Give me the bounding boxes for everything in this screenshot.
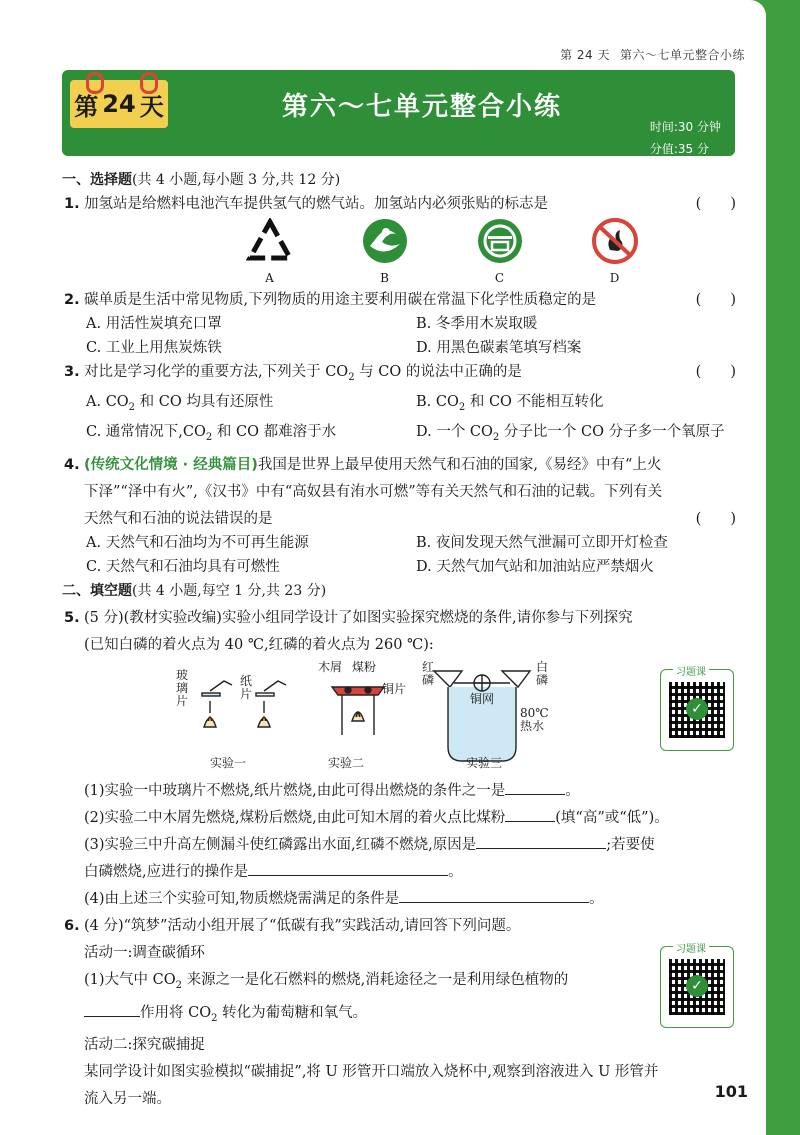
section-title: 一、选择题(共 4 小题,每小题 3 分,共 12 分): [62, 172, 341, 188]
sign-options: [212, 218, 742, 288]
day-tag-post: 天: [139, 92, 164, 121]
qr-label: 习题课: [673, 661, 709, 685]
options-q2: [62, 312, 742, 360]
option-c: C. 工业上用焦炭炼铁: [86, 340, 222, 356]
experiment-figure: [62, 661, 742, 773]
question-number: 4.: [64, 456, 80, 473]
check-icon: ✓: [686, 975, 708, 997]
sign-option-b: B: [327, 218, 442, 288]
options-q3: [62, 390, 742, 450]
page-number: 101: [714, 1082, 748, 1101]
q6-part-1: (1)大气中 $CO_2$ 来源之一是化石燃料的燃烧,消耗途径之一是利用绿色植物的: [84, 971, 569, 991]
label-exp2: 实验二: [328, 755, 365, 770]
title-banner: [62, 70, 735, 156]
section-note: (共 4 小题,每空 1 分,共 23 分): [132, 582, 327, 599]
question-2: [62, 288, 742, 312]
q5-part-3-cont: 白磷燃烧,应进行的操作是 。: [62, 860, 742, 884]
option-d: D. 一个 $CO_2$ 分子比一个 CO 分子多一个氧原子: [416, 423, 725, 443]
label-white-phosphorus: 白磷: [536, 659, 549, 687]
question-3: 3. 对比是学习化学的重要方法,下列关于 $CO_2$ 与 CO 的说法中正确的是 ( ): [62, 360, 742, 390]
answer-blank[interactable]: [505, 807, 555, 822]
recycle-icon: [245, 218, 295, 266]
answer-blank[interactable]: [476, 834, 606, 849]
question-number: 1.: [64, 196, 80, 212]
context-tag: (传统文化情境 · 经典篇目): [84, 456, 258, 473]
activity-1: 活动一:调查碳循环: [84, 944, 205, 961]
options-q4: [62, 531, 742, 579]
worksheet-content: 一、选择题(共 4 小题,每小题 3 分,共 12 分) 1. 加氢站是给燃料电池汽车提供氢气的燃气站。加氢站内必须张贴的标志是 ( ) A B C D 2. 碳单质是生活中常见物质,下列物质的用途主要利用碳在常温下化学性质稳定的是 ( ) A. 用活性炭填充口罩 B. 冬季用木炭取暖 C. 工业上用焦炭炼铁 D. 用黑色碳素笔填写档案 3. 对比是学习化学的重要方法,下列关于 $CO_2$ 与 CO 的说法中正确的是 ( ) A. $CO_2$ 和 CO 均具有还原性 B. $CO_2$ 和 CO 不能相互转化 C. 通常情况下$,CO_2$ 和 CO 都难溶于水 D. 一个 $CO_2$ 分子比一个 CO 分子多一个氧原子 4. (传统文化情境 · 经典篇目)我国是世界上最早使用天然气和石油的国家,《易经》中有“上火 下泽”“泽中有火”,《汉书》中有“高奴县有洧水可燃”等有关天然气和石油的记载。下列有关 天然气和石油的说法错误的是 ( ) A. 天然气和石油均为不可再生能源 B. 夜间发现天然气泄漏可立即开灯检查 C. 天然气和石油均具有可燃性 D. 天然气加气站和加油站应严禁烟火 二、填空题(共 4 小题,每空 1 分,共 23 分) 5. (5 分)(教材实验改编)实验小组同学设计了如图实验探究燃烧的条件,请你参与下列探究 (已知白磷的着火点为 40 ℃,红磷的着火点为 260 ℃): 玻璃片 纸片 木屑 煤粉 铜片 红磷 铜网 白磷 80℃热水 实验一 实验二 实验三 习题课 ✓ (1)实验一中玻璃片不燃烧,纸片燃烧,由此可得出燃烧的条件之一是 。 (2)实验二中木屑先燃烧,煤粉后燃烧,由此可知木屑的着火点比煤粉 (填“高”或“低”)。 (3)实验三中升高左侧漏斗使红磷露出水面,红磷不燃烧,原因是 ;若要使 白磷燃烧,应进行的操作是 。 (4)由上述三个实验可知,物质燃烧需满足的条件是 。 6. (4 分)“筑梦”活动小组开展了“低碳有我”实践活动,请回答下列问题。 活动一:调查碳循环 (1)大气中 $CO_2$ 来源之一是化石燃料的燃烧,消耗途径之一是利用绿色植物的 作用将 $CO_2$ 转化为葡萄糖和氧气。 习题课 ✓ 活动二:探究碳捕捉 某同学设计如图实验模拟“碳捕捉”,将 U 形管开口端放入烧杯中,观察到溶液进入 U 形管并 流入另一端。: [62, 168, 742, 1111]
header-unit: 第六～七单元整合小练: [619, 48, 745, 62]
activity-2: 活动二:探究碳捕捉: [84, 1037, 205, 1054]
green-food-icon: [360, 218, 410, 266]
option-b: B. $CO_2$ 和 CO 不能相互转化: [416, 393, 604, 413]
header-day: 第 24 天: [560, 48, 610, 62]
banner-meta: [650, 116, 721, 160]
option-a: A. 用活性炭填充口罩: [86, 316, 222, 332]
option-d: D. 用黑色碳素笔填写档案: [416, 340, 582, 356]
option-a: A. 天然气和石油均为不可再生能源: [86, 534, 309, 551]
answer-blank[interactable]: [248, 861, 448, 876]
option-b: B. 夜间发现天然气泄漏可立即开灯检查: [416, 534, 668, 551]
question-number: 5.: [64, 609, 80, 626]
day-tag: [70, 80, 168, 128]
water-saving-icon: [475, 218, 525, 266]
q5-part-1: (1)实验一中玻璃片不燃烧,纸片燃烧,由此可得出燃烧的条件之一是 。: [62, 779, 742, 803]
label-coal: 煤粉: [352, 659, 377, 674]
ring-icon: [86, 72, 104, 94]
day-tag-pre: 第: [74, 92, 99, 121]
qr-code[interactable]: [660, 666, 734, 751]
question-text: 碳单质是生活中常见物质,下列物质的用途主要利用碳在常温下化学性质稳定的是: [84, 292, 597, 308]
label-sawdust: 木屑: [318, 659, 343, 674]
label-exp1: 实验一: [210, 755, 247, 770]
question-4: 4. (传统文化情境 · 经典篇目)我国是世界上最早使用天然气和石油的国家,《易经》中有“上火: [62, 453, 742, 477]
question-number: 3.: [64, 364, 80, 380]
check-icon: ✓: [686, 698, 708, 720]
answer-paren: ( ): [695, 292, 736, 308]
option-a: A. $CO_2$ 和 CO 均具有还原性: [86, 393, 274, 413]
option-c: C. 通常情况下$,CO_2$ 和 CO 都难溶于水: [86, 423, 337, 443]
sign-option-d: D: [557, 218, 672, 288]
option-d: D. 天然气加气站和加油站应严禁烟火: [416, 558, 654, 575]
time-limit: 时间:30 分钟: [649, 120, 721, 134]
ring-icon: [140, 72, 158, 94]
option-b: B. 冬季用木炭取暖: [416, 316, 538, 332]
sign-option-a: A: [212, 218, 327, 288]
page-title: 第六～七单元整合小练: [282, 92, 563, 122]
section-note: (共 4 小题,每小题 3 分,共 12 分): [132, 172, 341, 188]
q5-part-2: (2)实验二中木屑先燃烧,煤粉后燃烧,由此可知木屑的着火点比煤粉 (填“高”或“低”)。: [62, 806, 742, 830]
answer-blank[interactable]: [399, 888, 589, 903]
label-paper: 纸片: [240, 673, 253, 701]
running-header: [550, 46, 745, 63]
section-title: 二、填空题(共 4 小题,每空 1 分,共 23 分): [62, 582, 327, 599]
label-exp3: 实验三: [466, 755, 503, 770]
label-copper-mesh: 铜网: [470, 691, 495, 706]
question-1: [62, 192, 742, 216]
q5-part-3: (3)实验三中升高左侧漏斗使红磷露出水面,红磷不燃烧,原因是 ;若要使: [62, 833, 742, 857]
question-text: 加氢站是给燃料电池汽车提供氢气的燃气站。加氢站内必须张贴的标志是: [84, 196, 548, 212]
answer-paren: ( ): [695, 510, 736, 527]
label-glass: 玻璃片: [176, 667, 189, 708]
answer-paren: ( ): [695, 364, 736, 380]
sign-option-c: C: [442, 218, 557, 288]
qr-code[interactable]: [660, 943, 734, 1028]
question-6: 6. (4 分)“筑梦”活动小组开展了“低碳有我”实践活动,请回答下列问题。: [62, 914, 742, 938]
answer-blank[interactable]: [84, 1002, 140, 1017]
label-hot-water: 80℃热水: [520, 705, 549, 733]
question-number: 6.: [64, 917, 80, 934]
q6-part-1-cont: 作用将 $CO_2$ 转化为葡萄糖和氧气。: [62, 1001, 742, 1031]
score-total: 分值:35 分: [649, 142, 709, 156]
q5-part-4: (4)由上述三个实验可知,物质燃烧需满足的条件是 。: [62, 887, 742, 911]
answer-blank[interactable]: [505, 780, 565, 795]
page-edge-strip: [766, 0, 800, 1135]
qr-label: 习题课: [673, 938, 709, 962]
label-copper-sheet: 铜片: [382, 681, 407, 696]
day-tag-num: 24: [102, 90, 136, 118]
answer-paren: ( ): [695, 196, 736, 212]
no-fire-icon: [590, 218, 640, 266]
option-c: C. 天然气和石油均具有可燃性: [86, 558, 280, 575]
label-red-phosphorus: 红磷: [422, 659, 435, 687]
question-number: 2.: [64, 292, 80, 308]
question-5: 5. (5 分)(教材实验改编)实验小组同学设计了如图实验探究燃烧的条件,请你参与下列探究: [62, 606, 742, 630]
